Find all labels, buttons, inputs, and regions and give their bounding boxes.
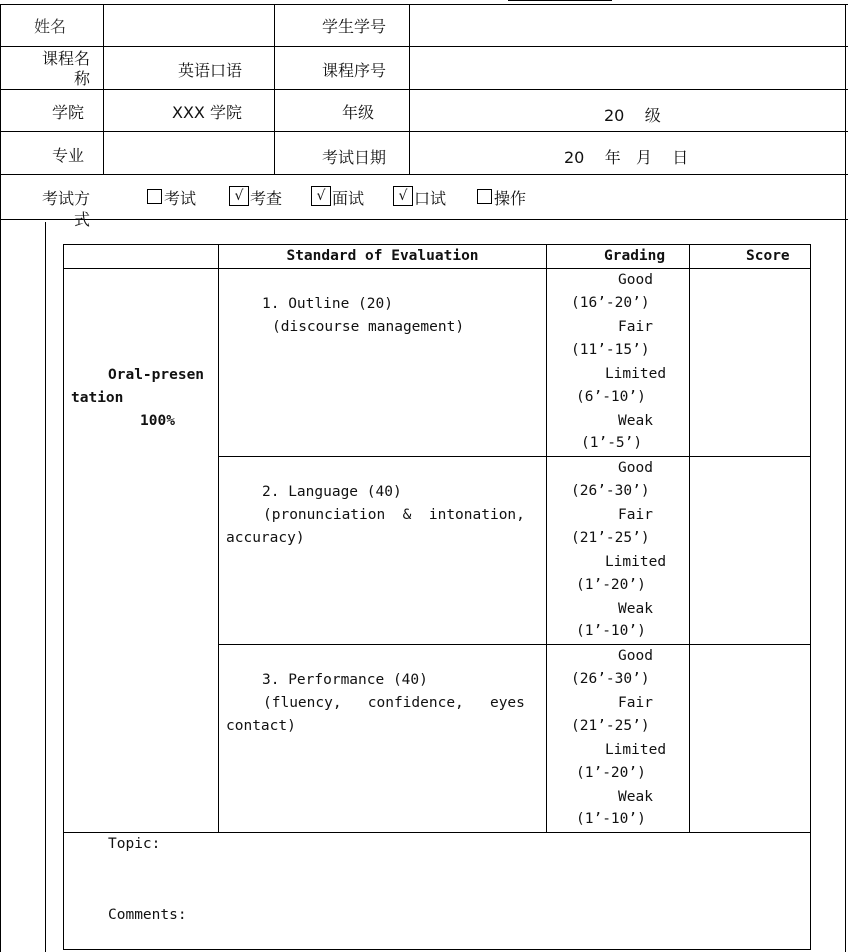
top-rule <box>508 0 612 1</box>
score-cell[interactable] <box>690 645 810 832</box>
major-field[interactable] <box>104 132 274 174</box>
score-cell[interactable] <box>690 457 810 644</box>
grade-name: Limited <box>604 742 667 758</box>
course-name-value: 英语口语 <box>177 61 242 80</box>
comments-label: Comments: <box>108 907 187 923</box>
grade-name: Weak <box>618 413 653 429</box>
college-label: 学院 <box>52 103 85 122</box>
criterion-desc: (pronunciation & intonation, <box>263 507 525 523</box>
grade-name: Limited <box>604 366 667 382</box>
grade-name: Fair <box>618 507 653 523</box>
checkbox[interactable] <box>147 189 162 204</box>
student-id-field[interactable] <box>410 5 845 46</box>
grade-range: (1’-10’) <box>576 623 646 639</box>
category-line1: Oral-presen <box>108 367 205 383</box>
grade-range: (26’-30’) <box>571 483 650 499</box>
criterion-desc: (discourse management) <box>272 319 465 335</box>
form-border-right <box>845 4 846 952</box>
exam-option-label: 考查 <box>250 189 283 208</box>
grade-name: Weak <box>618 789 653 805</box>
inner-left-rule <box>45 222 46 952</box>
category-line2: tation <box>71 390 124 406</box>
grade-name: Weak <box>618 601 653 617</box>
exam-option-label: 面试 <box>332 189 365 208</box>
grade-range: (6’-10’) <box>576 389 646 405</box>
grade-name: Good <box>618 460 653 476</box>
grade-range: (1’-20’) <box>576 765 646 781</box>
exam-option-label: 考试 <box>164 189 197 208</box>
criterion-title: 2. Language (40) <box>262 484 402 500</box>
grade-name: Fair <box>618 319 653 335</box>
exam-mode-label-cell <box>0 175 90 229</box>
exam-date-label: 考试日期 <box>322 148 387 167</box>
checkbox[interactable] <box>477 189 492 204</box>
col-grading-header: Grading <box>604 248 666 264</box>
grade-range: (26’-30’) <box>571 671 650 687</box>
criterion-desc: accuracy) <box>226 530 305 546</box>
criterion-desc: contact) <box>226 718 296 734</box>
major-label: 专业 <box>52 146 85 165</box>
grade-range: (1’-10’) <box>576 811 646 827</box>
criterion-title: 1. Outline (20) <box>262 296 393 312</box>
rubric-border-right <box>810 244 811 950</box>
grade-name: Fair <box>618 695 653 711</box>
rubric-col-divider <box>218 244 219 832</box>
grade-range: (16’-20’) <box>571 295 650 311</box>
checkbox[interactable]: √ <box>229 186 249 206</box>
row-divider <box>0 89 848 90</box>
grade-name: Good <box>618 272 653 288</box>
col-score-header: Score <box>746 248 790 264</box>
criterion-title: 3. Performance (40) <box>262 672 428 688</box>
rubric-border-bottom <box>63 949 811 950</box>
form-border-left <box>0 4 1 952</box>
grade-value: 20 级 <box>604 106 661 125</box>
topic-comments-field[interactable] <box>64 833 810 949</box>
name-field[interactable] <box>104 5 274 46</box>
col-standard-header: Standard of Evaluation <box>286 248 479 264</box>
course-name-label: 课程名称 <box>41 49 90 88</box>
exam-date-value: 20 年 月 日 <box>564 148 689 167</box>
checkbox[interactable]: √ <box>393 186 413 206</box>
course-no-label: 课程序号 <box>322 61 387 80</box>
score-cell[interactable] <box>690 269 810 456</box>
criterion-desc: (fluency, confidence, eyes <box>263 695 525 711</box>
row-divider <box>0 219 848 220</box>
grade-range: (1’-20’) <box>576 577 646 593</box>
checkbox[interactable]: √ <box>311 186 331 206</box>
row-divider <box>0 174 848 175</box>
grade-name: Good <box>618 648 653 664</box>
exam-mode-label: 考试方式 <box>41 189 90 229</box>
exam-option-label: 口试 <box>414 189 447 208</box>
grade-label: 年级 <box>342 103 375 122</box>
grade-range: (21’-25’) <box>571 718 650 734</box>
grade-range: (21’-25’) <box>571 530 650 546</box>
name-label: 姓名 <box>34 17 67 36</box>
category-weight: 100% <box>140 413 175 429</box>
grade-range: (1’-5’) <box>581 435 643 451</box>
exam-option-label: 操作 <box>494 189 527 208</box>
course-no-field[interactable] <box>410 47 845 89</box>
college-value: XXX 学院 <box>172 103 242 122</box>
grade-range: (11’-15’) <box>571 342 650 358</box>
student-id-label: 学生学号 <box>322 17 387 36</box>
topic-label: Topic: <box>108 836 161 852</box>
grade-name: Limited <box>604 554 667 570</box>
rubric-border-top <box>63 244 811 245</box>
col-divider <box>274 4 275 174</box>
